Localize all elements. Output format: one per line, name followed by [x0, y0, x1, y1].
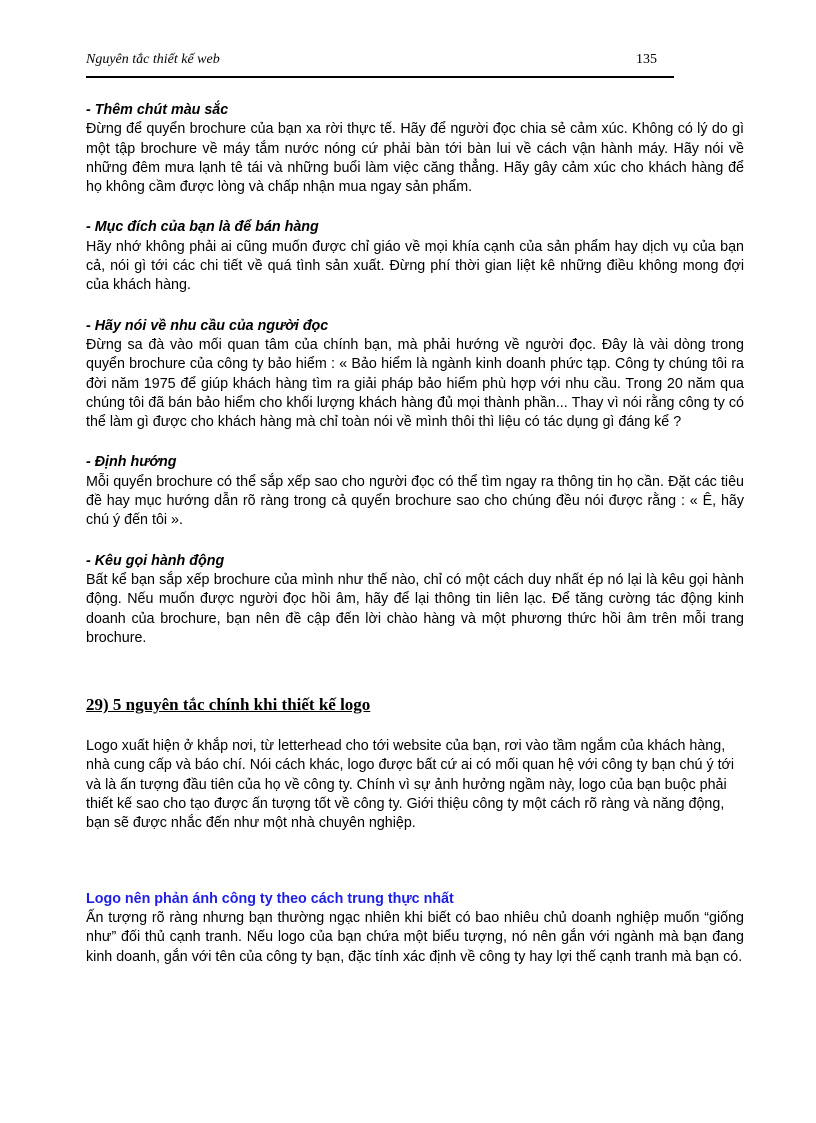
chapter-subheading: Logo nên phản ánh công ty theo cách trung thực nhất [86, 890, 454, 907]
section-heading: - Định hướng [86, 454, 177, 471]
subheading-body: Ấn tượng rõ ràng nhưng bạn thường ngạc nhiên khi biết có bao nhiêu chủ doanh nghiệp muốn “giống như” đối thủ cạnh tranh. Nếu logo của bạn chứa một biểu tượng, nó nên gắn với ngành mà bạn đang kinh doanh, gắn với tên của công ty bạn, đặc tính xác định về công ty hay lợi thế cạnh tranh mà bạn có. [86, 909, 744, 965]
section-call-to-action [86, 552, 744, 648]
section-body: Đừng để quyển brochure của bạn xa rời thực tế. Hãy để người đọc chia sẻ cảm xúc. Không có lý do gì một tập brochure về máy tắm nước nóng cứ phải bàn tới bàn lui về cách vận hành máy. Hãy nói về những đêm mưa lạnh tê tái và những buổi làm việc căng thẳng. Hãy gây cảm xúc cho khách hàng để họ không cầm được lòng và chấp nhận mua ngay sản phẩm. [86, 121, 744, 196]
section-body: Hãy nhớ không phải ai cũng muốn được chỉ giáo về mọi khía cạnh của sản phẩm hay dịch vụ của bạn cả, nói gì tới các chi tiết về quá tình sản xuất. Đừng phí thời gian liệt kê những điều không mong đợi của khách hàng. [86, 238, 744, 294]
section-color [86, 101, 744, 197]
page-content [86, 101, 744, 967]
section-reader-needs [86, 317, 744, 433]
chapter-intro: Logo xuất hiện ở khắp nơi, từ letterhead cho tới website của bạn, rơi vào tầm ngắm của khách hàng, nhà cung cấp và báo chí. Nói cách khác, logo được bất cứ ai có mối quan hệ với công ty bạn chú ý tới và là ấn tượng đầu tiên của họ về công ty. Chính vì sự ảnh hưởng ngầm này, logo của bạn buộc phải thiết kế sao cho tạo được ấn tượng tốt về công ty. Giới thiệu công ty một cách rõ ràng và năng động, bạn sẽ được nhắc đến như một nhà chuyên nghiệp. [86, 738, 735, 832]
section-heading: - Mục đích của bạn là để bán hàng [86, 219, 319, 236]
section-body: Mỗi quyển brochure có thể sắp xếp sao cho người đọc có thể tìm ngay ra thông tin họ cần. Đặt các tiêu đề hay mục hướng dẫn rõ ràng trong cả quyển brochure sao cho chúng đều nói được rằng : « Ê, hãy chú ý đến tôi ». [86, 473, 744, 529]
chapter-title: 29) 5 nguyên tắc chính khi thiết kế logo [86, 695, 371, 715]
section-heading: - Kêu gọi hành động [86, 552, 225, 569]
page-number: 135 [636, 52, 657, 67]
section-orientation [86, 453, 744, 530]
section-heading: - Thêm chút màu sắc [86, 102, 229, 118]
page-header [86, 50, 674, 78]
header-title: Nguyên tắc thiết kế web [86, 52, 220, 67]
section-heading: - Hãy nói về nhu cầu của người đọc [86, 317, 329, 334]
section-body: Đừng sa đà vào mối quan tâm của chính bạn, mà phải hướng về người đọc. Đây là vài dòng trong quyển brochure của công ty bảo hiểm : « Bảo hiểm là ngành kinh doanh phức tạp. Công ty chúng tôi ra đời năm 1975 để giúp khách hàng tìm ra giải pháp bảo hiểm phù hợp với nhu cầu. Trong 20 năm qua chúng tôi đã bán bảo hiểm cho khối lượng khách hàng đủ mọi thành phần... Thay vì nói rằng công ty có thể làm gì được cho khách hàng mà chỉ toàn nói về mình thôi thì liệu có tác dụng gì đáng kể ? [86, 336, 744, 431]
section-body: Bất kể bạn sắp xếp brochure của mình như thế nào, chỉ có một cách duy nhất ép nó lại là kêu gọi hành động. Nếu muốn được người đọc hồi âm, hãy để lại thông tin liên lạc. Để tăng cường tác động kinh doanh của brochure, bạn nên đề cập đến lời chào hàng và một phương thức hồi âm trên mỗi trang brochure. [86, 571, 744, 646]
section-purpose [86, 218, 744, 295]
